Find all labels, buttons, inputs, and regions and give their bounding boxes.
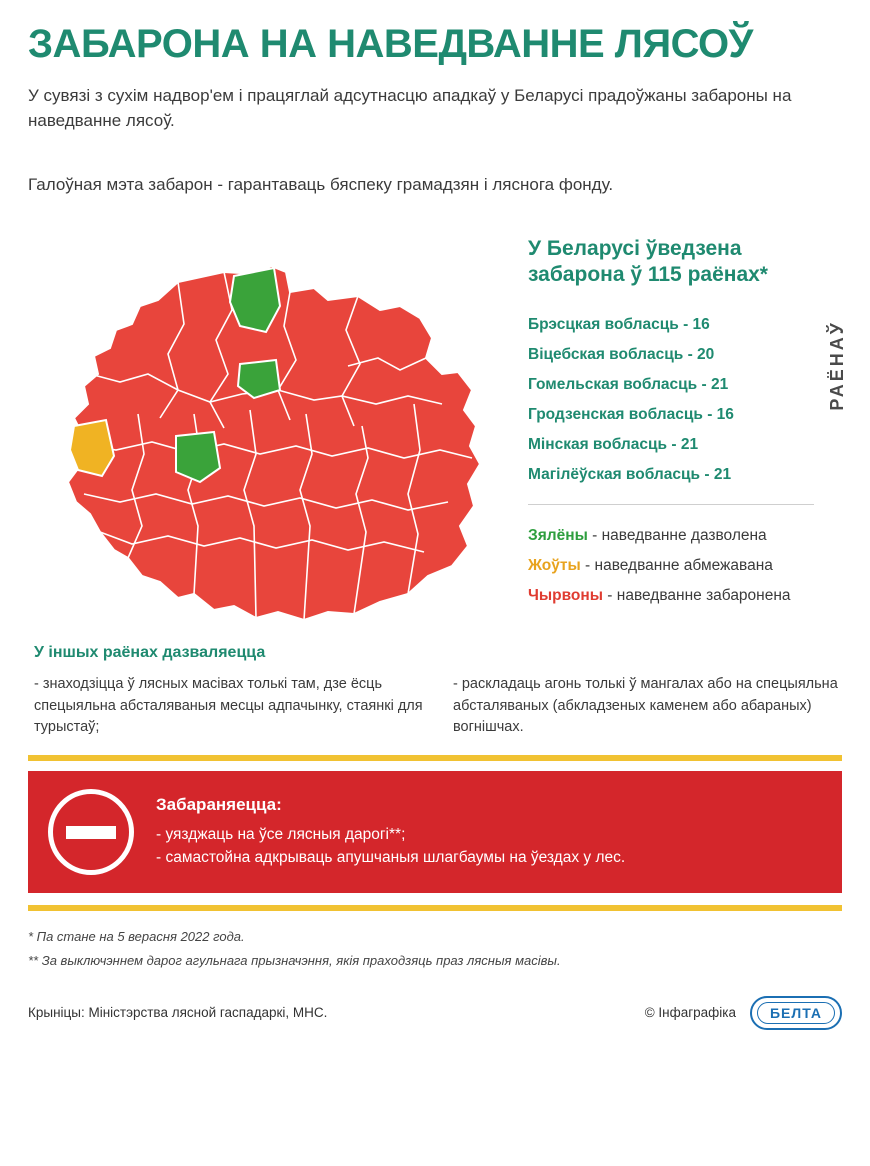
region-item: Віцебская вобласць - 20 bbox=[528, 346, 715, 364]
no-entry-icon bbox=[48, 789, 134, 875]
stats-column bbox=[528, 214, 847, 634]
allowed-title: У іншых раёнах дазваляецца bbox=[34, 643, 266, 661]
belarus-map-svg bbox=[28, 214, 528, 634]
map-legend bbox=[528, 521, 842, 611]
legend-color-word: Чырвоны bbox=[528, 587, 603, 605]
belta-logo bbox=[750, 996, 842, 1030]
region-item: Гомельская вобласць - 21 bbox=[528, 376, 729, 394]
map-and-stats bbox=[28, 214, 847, 634]
footnote-1: * Па стане на 5 верасня 2022 года. bbox=[28, 929, 245, 945]
footnotes bbox=[28, 925, 842, 972]
footnote-2: ** За выключэннем дарог агульнага прызначэння, якія праходзяць праз лясныя масівы. bbox=[28, 952, 561, 968]
yellow-divider-bottom bbox=[28, 905, 842, 911]
intro-text: У сувязі з сухім надвор'ем і працяглай адсутнасцю ападкаў у Беларусі прадоўжаны забароны на наведванне лясоў. bbox=[28, 86, 792, 130]
no-entry-bar bbox=[66, 826, 116, 839]
region-item: Магілёўская вобласць - 21 bbox=[528, 466, 732, 484]
regions-list bbox=[528, 310, 847, 490]
legend-color-word: Жоўты bbox=[528, 557, 581, 575]
page-title: ЗАБАРОНА НА НАВЕДВАННЕ ЛЯСОЎ bbox=[28, 22, 753, 66]
belarus-map bbox=[28, 214, 528, 634]
legend-item-green bbox=[528, 521, 842, 551]
allowed-right-text: - раскладаць агонь толькі ў мангалах або на спецыяльна абсталяваных (абкладзеных каменем або абараных) вогнішчах. bbox=[453, 675, 838, 736]
legend-color-word: Зялёны bbox=[528, 527, 588, 545]
regions-vertical-label: РАЁНАЎ bbox=[827, 320, 847, 412]
yellow-divider-top bbox=[28, 755, 842, 761]
footer bbox=[28, 996, 842, 1030]
stats-heading: У Беларусі ўведзена забарона ў 115 раёнах* bbox=[528, 236, 768, 287]
goal-text: Галоўная мэта забарон - гарантаваць бяспеку грамадзян і ляснога фонду. bbox=[28, 175, 614, 195]
copyright-text: © Інфаграфіка bbox=[644, 1005, 736, 1021]
region-item: Брэсцкая вобласць - 16 bbox=[528, 316, 710, 334]
allowed-columns bbox=[28, 674, 842, 739]
prohibition-box bbox=[28, 771, 842, 893]
prohibition-line-2: - самастойна адкрываць апушчаныя шлагбаумы на ўездах у лес. bbox=[156, 849, 626, 867]
map-region-yellow-west bbox=[70, 420, 114, 476]
region-item: Мінская вобласць - 21 bbox=[528, 436, 699, 454]
allowed-section bbox=[28, 644, 842, 739]
sources-text: Крыніцы: Міністэрства лясной гаспадаркі, МНС. bbox=[28, 1005, 328, 1021]
divider bbox=[528, 504, 814, 505]
prohibition-line-1: - уязджаць на ўсе лясныя дарогі**; bbox=[156, 825, 406, 843]
belta-logo-text: БЕЛТА bbox=[769, 1004, 822, 1021]
prohibition-text bbox=[156, 795, 625, 870]
legend-text: - наведванне абмежавана bbox=[580, 557, 773, 575]
legend-text: - наведванне дазволена bbox=[587, 527, 767, 545]
region-item: Гродзенская вобласць - 16 bbox=[528, 406, 734, 424]
legend-item-red bbox=[528, 581, 842, 611]
allowed-left-text: - знаходзіцца ў лясных масівах толькі там, дзе ёсць спецыяльна абсталяваныя месцы адпачынку, стаянкі для турыстаў; bbox=[34, 675, 423, 736]
legend-text: - наведванне забаронена bbox=[603, 587, 791, 605]
footer-right bbox=[645, 996, 842, 1030]
legend-item-yellow bbox=[528, 551, 842, 581]
prohibition-title: Забараняецца: bbox=[156, 794, 282, 814]
